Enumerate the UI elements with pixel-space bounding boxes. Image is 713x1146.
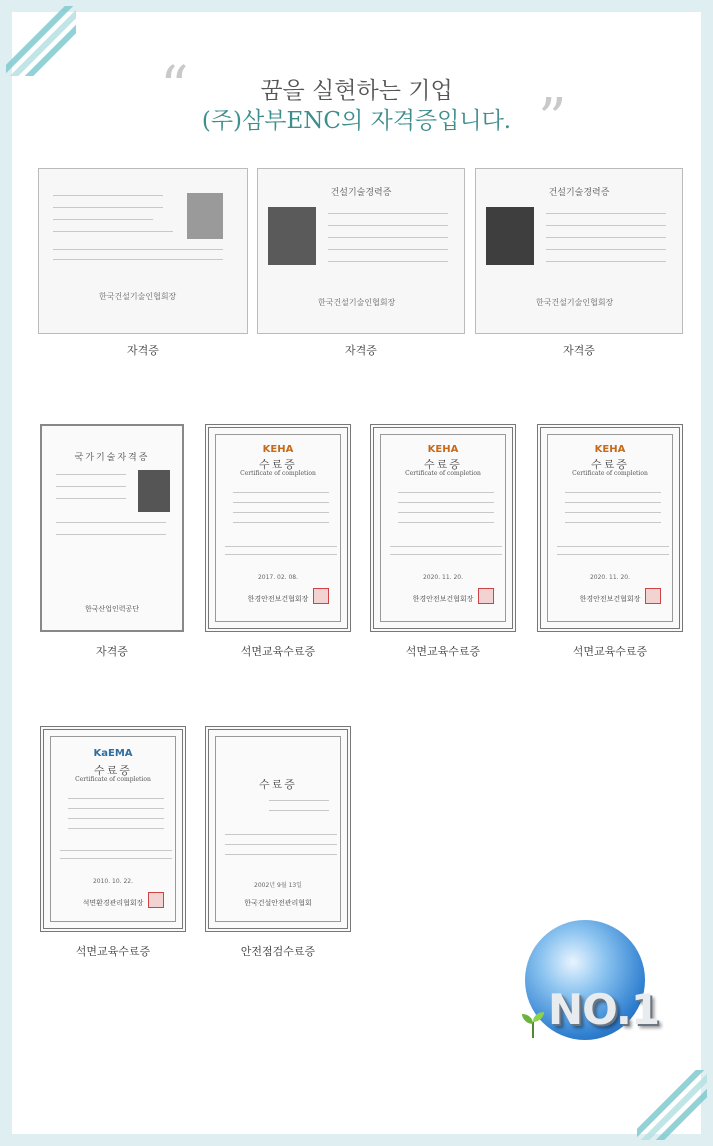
- card-title: 수료증: [259, 458, 297, 471]
- caption: 자격증: [345, 344, 377, 357]
- card-title: 수료증: [591, 458, 629, 471]
- certificate-card-2[interactable]: [257, 168, 465, 334]
- card-title: 수료증: [259, 778, 297, 791]
- heading-line-1: 꿈을 실현하는 기업: [260, 78, 453, 104]
- certificate-card-5[interactable]: [205, 424, 351, 632]
- no1-badge: NO.1: [548, 985, 660, 1034]
- caption: 석면교육수료증: [75, 945, 151, 958]
- issue-date: 2020. 11. 20.: [589, 574, 631, 581]
- caption: 석면교육수료증: [405, 645, 481, 658]
- certificate-card-1[interactable]: [38, 168, 248, 334]
- certificate-card-6[interactable]: [370, 424, 516, 632]
- issuer: 한국건설안전관리협회: [244, 899, 312, 907]
- seal-icon: [645, 588, 661, 604]
- photo: [268, 207, 316, 265]
- issuer: 한경안전보건협회장: [579, 595, 641, 603]
- seal-icon: [313, 588, 329, 604]
- kaema-logo: KaEMA: [93, 748, 133, 759]
- card-title: 건설기술경력증: [548, 188, 610, 198]
- keha-logo: KEHA: [594, 444, 626, 455]
- issuer: 석면환경관리협회장: [82, 899, 144, 907]
- certificate-card-4[interactable]: [40, 424, 184, 632]
- card-subtitle: Certificate of completion: [240, 470, 316, 477]
- certificate-card-8[interactable]: [40, 726, 186, 932]
- caption: 자격증: [127, 344, 159, 357]
- photo: [486, 207, 534, 265]
- issuer: 한국건설기술인협회장: [99, 292, 177, 301]
- caption: 자격증: [563, 344, 595, 357]
- issuer: 한경안전보건협회장: [412, 595, 474, 603]
- caption: 석면교육수료증: [240, 645, 316, 658]
- photo: [187, 193, 223, 239]
- close-quote-icon: ”: [538, 87, 567, 152]
- corner-ribbon-bottom-right: [637, 1070, 707, 1140]
- card-subtitle: Certificate of completion: [75, 776, 151, 783]
- open-quote-icon: “: [160, 55, 189, 120]
- caption: 석면교육수료증: [572, 645, 648, 658]
- certificate-card-3[interactable]: [475, 168, 683, 334]
- caption: 자격증: [96, 645, 128, 658]
- card-title: 수료증: [424, 458, 462, 471]
- seal-icon: [148, 892, 164, 908]
- issue-date: 2002년 9월 13일: [254, 882, 302, 889]
- corner-ribbon-top-left: [6, 6, 76, 76]
- keha-logo: KEHA: [262, 444, 294, 455]
- issue-date: 2017. 02. 08.: [257, 574, 299, 581]
- certificate-card-9[interactable]: [205, 726, 351, 932]
- certificate-card-7[interactable]: [537, 424, 683, 632]
- issuer: 한국건설기술인협회장: [318, 298, 396, 307]
- heading-line-2: [0, 102, 713, 135]
- keha-logo: KEHA: [427, 444, 459, 455]
- card-title: 수료증: [94, 764, 132, 777]
- caption: 안전점검수료증: [240, 945, 316, 958]
- photo: [138, 470, 170, 512]
- card-title: 국가기술자격증: [74, 453, 150, 463]
- sprout-icon: [520, 1008, 546, 1038]
- issuer: 한경안전보건협회장: [247, 595, 309, 603]
- card-title: 건설기술경력증: [330, 188, 392, 198]
- issue-date: 2010. 10. 22.: [92, 878, 134, 885]
- issue-date: 2020. 11. 20.: [422, 574, 464, 581]
- issuer: 한국산업인력공단: [84, 605, 140, 613]
- card-subtitle: Certificate of completion: [572, 470, 648, 477]
- issuer: 한국건설기술인협회장: [536, 298, 614, 307]
- heading-line-2-text: (주)삼부ENC의 자격증입니다.: [201, 108, 512, 134]
- card-subtitle: Certificate of completion: [405, 470, 481, 477]
- seal-icon: [478, 588, 494, 604]
